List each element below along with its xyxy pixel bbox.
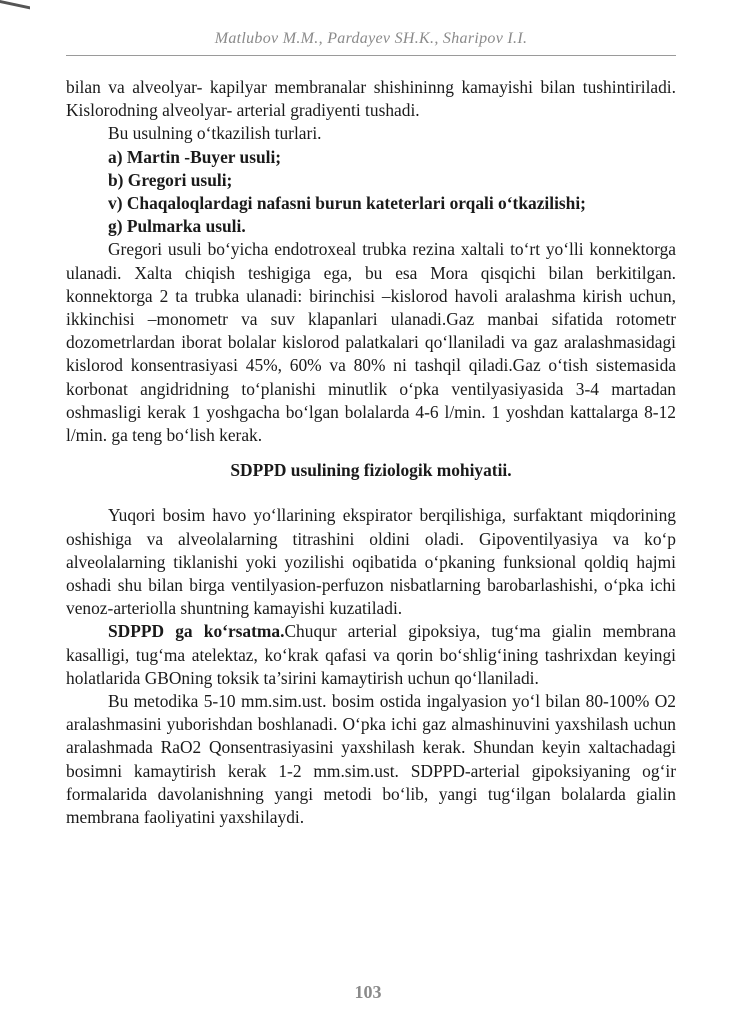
header-rule — [66, 55, 676, 56]
paragraph-4: Yuqori bosim havo yo‘llarining ekspirator berqilishiga, surfaktant miqdorining oshishiga va alveolalarning titrashini oldini oladi. Gipoventilyasiya va ko‘p alveolalarning tiklanishi yoki yozilishi oqibatida o‘pkaning funksional qoldiq hajmi oshadi shu bilan birga ventilyasion-perfuzon nisbatlarning barobarlashishi, o‘pka ichi venoz-arteriolla shuntning kamayishi kuzatiladi. — [66, 505, 676, 619]
paragraph-2: Bu usulning o‘tkazilish turlari. — [108, 123, 322, 144]
list-item-a: a) Martin -Buyer usuli; — [108, 146, 282, 167]
paragraph-3: Gregori usuli bo‘yicha endotroxeal trubka rezina xaltali to‘rt yo‘lli konnektorga ulanadi. Xalta chiqish teshigiga ega, bu esa Mora qisqichi bilan berkitilgan. konnektorga 2 ta trubka ulanadi: birinchisi –kislorod havoli aralashma kirish uchun, ikkinchisi –monometr va suv klapanlari ulanadi.Gaz manbai sifatida rotometr dozometrlardan iborat bolalar kislorod palatkalari qo‘llaniladi va gaz aralashmasidagi kislorod konsentrasiyasi 45%, 60% va 80% ni tashqil qiladi.Gaz o‘tish sistemasida korbonat angidridning to‘planishi minutlik o‘pka ventilyasiyasida 3-4 martadan oshmasligi kerak 1 yoshgacha bo‘lgan bolalarda 4-6 l/min. 1 yoshdan kattalarga 8-12 l/min. ga teng bo‘lish kerak. — [66, 239, 676, 446]
list-item-g: g) Pulmarka usuli. — [108, 216, 246, 237]
page-number: 103 — [354, 982, 382, 1002]
running-header: Matlubov M.M., Pardayev SH.K., Sharipov I.I. — [214, 30, 528, 47]
body-text — [66, 76, 676, 829]
scan-corner-mark — [0, 0, 30, 23]
paragraph-6: Bu metodika 5-10 mm.sim.ust. bosim ostida ingalyasion yo‘l bilan 80-100% O2 aralashmasini yuborishdan boshlanadi. O‘pka ichi gaz almashinuvini yaxshilash uchun aralashmada RaO2 Qonsentrasiyasini yaxshilash kerak. Shundan keyin xaltachadagi bosimni kamaytirish kerak 1-2 mm.sim.ust. SDPPD-arterial gipoksiyaning og‘ir formalarida davolanishning yangi metodi bo‘lib, yangi tug‘ilgan bolalarda gialin membrana faoliyatini yaxshilaydi. — [66, 691, 676, 828]
paragraph-5 — [66, 620, 676, 690]
paragraph-5-lead: SDPPD ga ko‘rsatma. — [108, 621, 285, 642]
list-item-v: v) Chaqaloqlardagi nafasni burun kateterlari orqali o‘tkazilishi; — [108, 193, 586, 214]
section-heading: SDPPD usulining fiziologik mohiyatii. — [230, 460, 512, 481]
paragraph-5-text: Chuqur arterial gipoksiya, tug‘ma gialin membrana kasalligi, tug‘ma atelektaz, ko‘krak qafasi va qorin bo‘shlig‘ining tashrixdan keyingi holatlarida GBOning toksik ta’sirini kamaytirish uchun qo‘llaniladi. — [66, 621, 676, 688]
list-item-b: b) Gregori usuli; — [108, 169, 233, 190]
paragraph-1: bilan va alveolyar- kapilyar membranalar shishininng kamayishi bilan tushintiriladi. Kislorodning alveolyar- arterial gradiyenti tushadi. — [66, 77, 676, 121]
